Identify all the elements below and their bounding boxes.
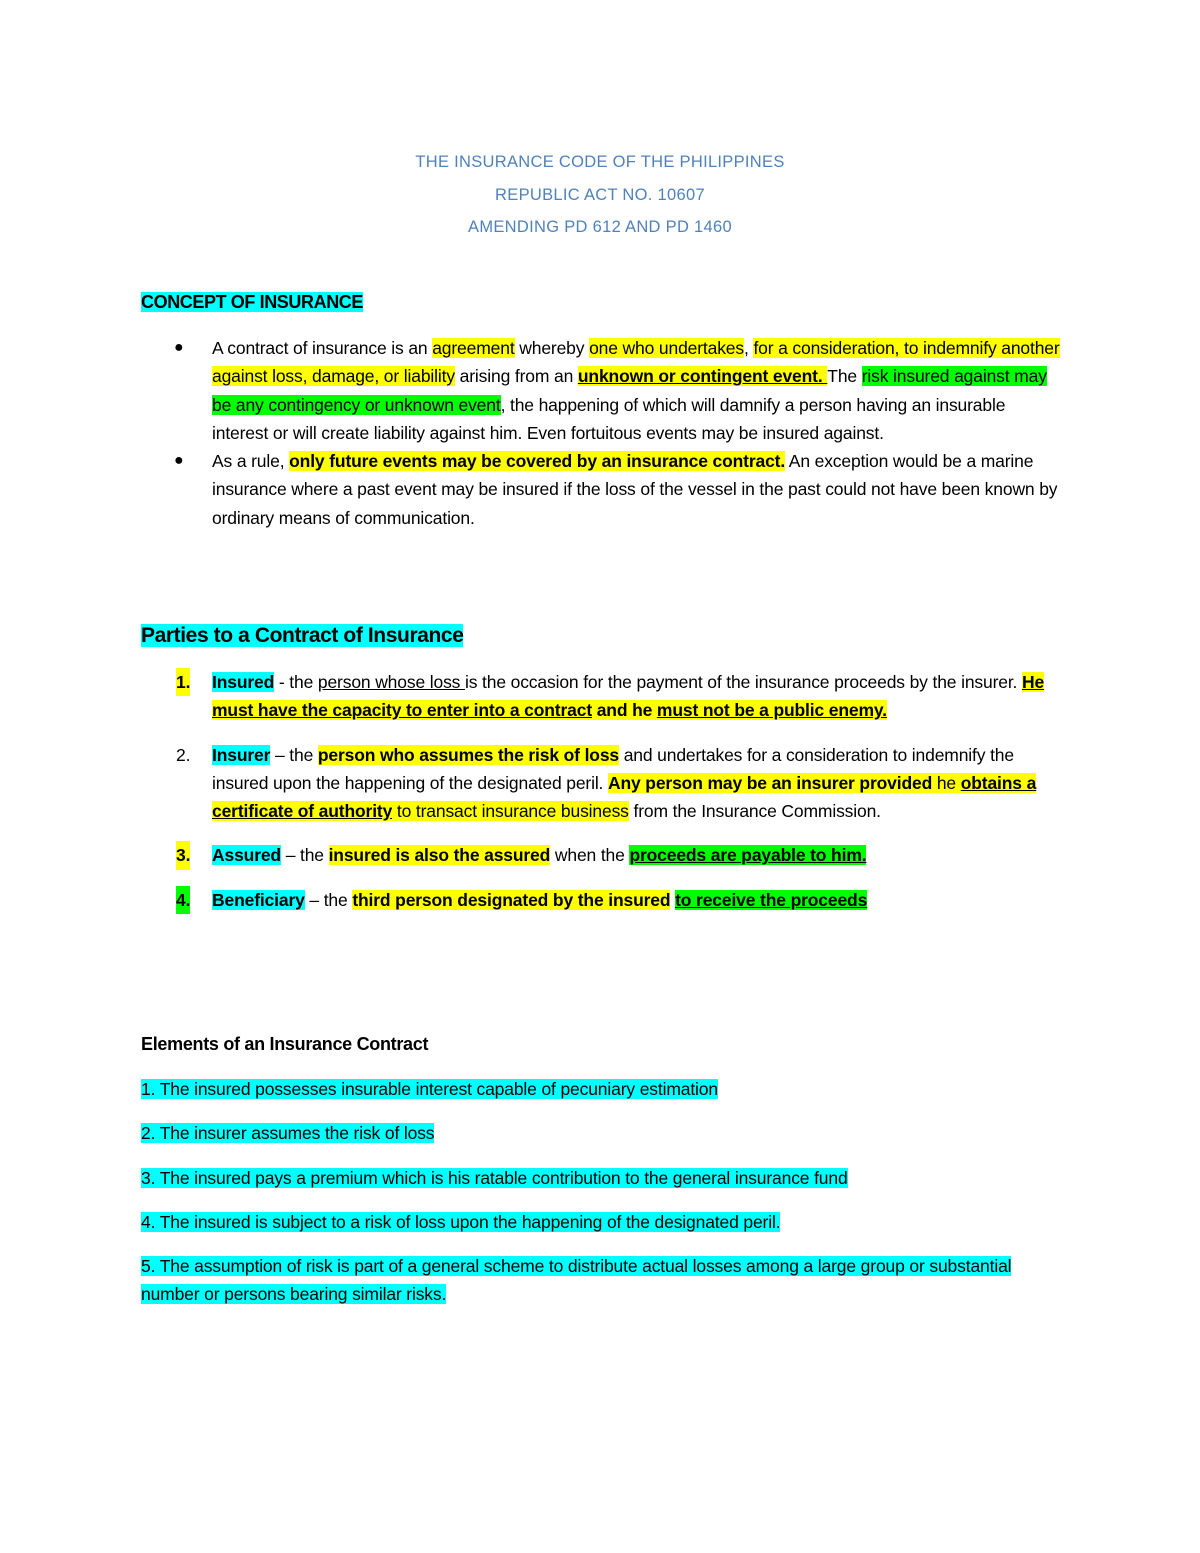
highlight-text: and he — [592, 700, 657, 721]
party-number: 1. — [176, 668, 190, 696]
text-run: whereby — [514, 338, 590, 358]
document-title-block — [0, 146, 1200, 244]
highlight-transact: to transact insurance business — [392, 801, 629, 822]
highlight-agreement: agreement — [432, 338, 515, 358]
text-run: and undertakes for a consideration to indemnify the insured upon the happening of the designated peril. — [212, 744, 1014, 793]
party-number: 3. — [176, 841, 190, 869]
concept-heading-text: CONCEPT OF INSURANCE — [141, 292, 364, 312]
elements-heading: Elements of an Insurance Contract — [141, 1034, 429, 1054]
bullet-icon: ● — [174, 339, 184, 356]
party-insured — [172, 668, 1052, 725]
element-item — [141, 1252, 1061, 1309]
element-text: 1. The insured possesses insurable interest capable of pecuniary estimation — [141, 1079, 718, 1099]
text-run: , — [744, 338, 754, 358]
parties-heading-text: Parties to a Contract of Insurance — [141, 624, 464, 647]
party-beneficiary — [172, 886, 1052, 914]
party-number: 4. — [176, 886, 190, 914]
title-line-3: AMENDING PD 612 AND PD 1460 — [468, 218, 732, 236]
text-run: , the happening of which will damnify a person having an insurable interest or will create liability against him. Even fortuitous events may be insured against. — [212, 394, 1006, 443]
concept-bullet-list — [172, 334, 1062, 532]
element-item — [141, 1164, 1061, 1192]
text-run: is the occasion for the payment of the insurance proceeds by the insurer. — [464, 672, 1022, 692]
highlight-certificate: obtains a certificate of authority — [212, 772, 1037, 822]
highlight-risk-insured: risk insured against may be any contingency or unknown event — [212, 366, 1047, 415]
text-run: - the — [274, 672, 318, 692]
highlight-third-person: third person designated by the insured — [352, 889, 671, 910]
bullet-icon: ● — [174, 452, 184, 470]
party-name: Assured — [212, 845, 281, 866]
highlight-unknown-event: unknown or contingent event. — [577, 366, 828, 387]
highlight-indemnify: for a consideration, to indemnify another against loss, damage, or liability — [212, 338, 1060, 387]
highlight-capacity: He must have the capacity to enter into a contract — [212, 672, 1045, 721]
text-run: – the — [304, 889, 353, 910]
text-run-underlined: person whose loss — [317, 672, 465, 692]
element-item — [141, 1119, 1061, 1147]
title-line-2: REPUBLIC ACT NO. 10607 — [495, 185, 705, 204]
element-text: 4. The insured is subject to a risk of loss upon the happening of the designated peril. — [141, 1211, 781, 1232]
party-number: 2. — [176, 744, 191, 765]
text-run: – the — [270, 744, 318, 765]
party-name: Insurer — [212, 744, 271, 765]
highlight-text: he — [932, 772, 961, 793]
party-name: Beneficiary — [212, 889, 305, 910]
highlight-undertakes: one who undertakes — [589, 338, 744, 358]
element-text: 3. The insured pays a premium which is his ratable contribution to the general insurance fund — [141, 1167, 848, 1188]
parties-heading — [141, 621, 463, 651]
highlight-any-person: Any person may be an insurer provided — [607, 772, 933, 793]
party-assured — [172, 841, 1052, 869]
concept-bullet-2 — [172, 447, 1062, 532]
text-run: when the — [550, 845, 630, 866]
party-insurer — [172, 741, 1052, 826]
title-line-1: THE INSURANCE CODE OF THE PHILIPPINES — [415, 153, 785, 171]
highlight-future-events: only future events may be covered by an insurance contract. — [289, 451, 786, 472]
concept-heading — [141, 289, 363, 315]
highlight-proceeds-payable: proceeds are payable to him. — [629, 845, 867, 866]
highlight-public-enemy: must not be a public enemy. — [656, 700, 887, 721]
parties-list — [172, 668, 1052, 930]
concept-bullet-1 — [172, 334, 1062, 447]
element-text: 2. The insurer assumes the risk of loss — [141, 1123, 435, 1144]
element-text: 5. The assumption of risk is part of a general scheme to distribute actual losses among a large group or substantial number or persons bearing similar risks. — [141, 1256, 1012, 1305]
text-run: As a rule, — [212, 451, 290, 472]
text-run: A contract of insurance is an — [212, 338, 433, 358]
text-run: The — [827, 366, 862, 387]
highlight-receive-proceeds: to receive the proceeds — [675, 889, 868, 910]
highlight-insured-assured: insured is also the assured — [328, 845, 551, 866]
element-item — [141, 1208, 1061, 1236]
text-run: from the Insurance Commission. — [628, 801, 881, 822]
text-run: arising from an — [454, 366, 578, 387]
text-run: – the — [280, 845, 329, 866]
party-name: Insured — [212, 672, 275, 692]
highlight-assumes-risk: person who assumes the risk of loss — [317, 744, 619, 765]
elements-list — [141, 1075, 1061, 1325]
text-run: An exception would be a marine insurance where a past event may be insured if the loss of the vessel in the past could not have been known by ordinary means of communication. — [212, 451, 1058, 528]
element-item — [141, 1075, 1061, 1103]
